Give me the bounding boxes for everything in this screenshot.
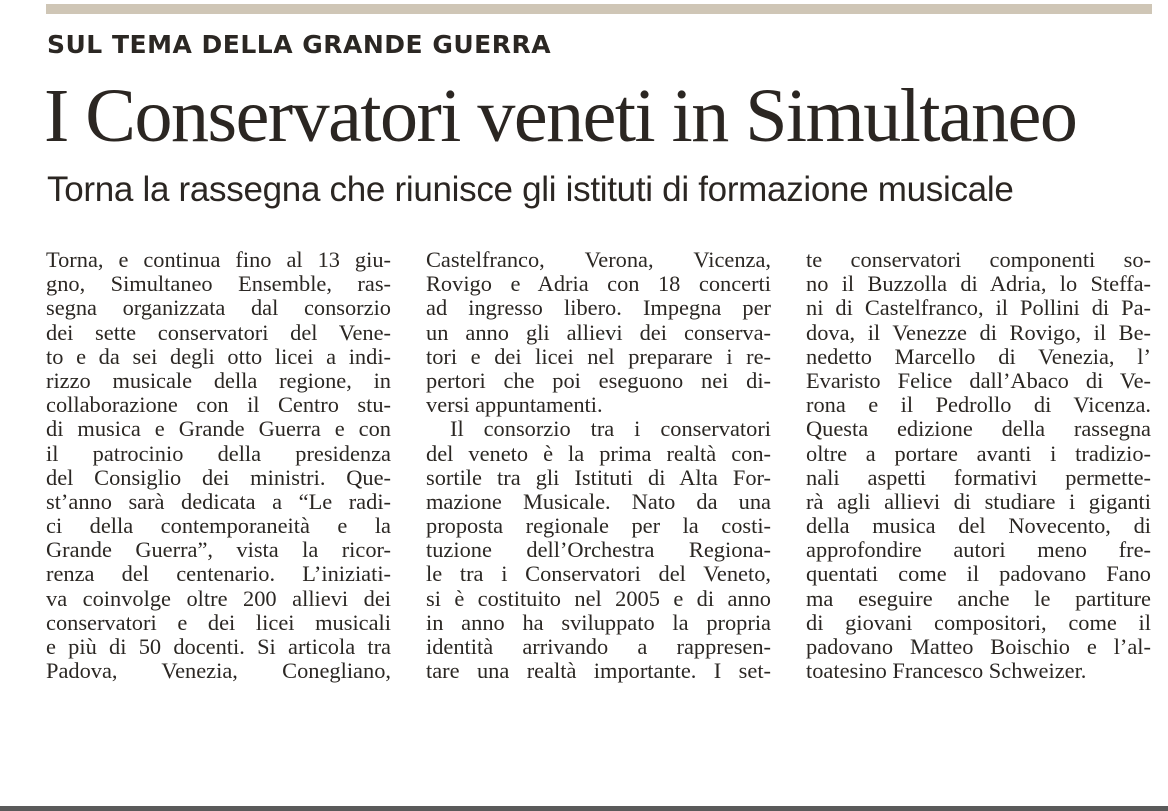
text-line: nali aspetti formativi permette- (806, 464, 1151, 490)
text-line: Evaristo Felice dall’Abaco di Ve- (806, 367, 1151, 393)
text-line: tare una realtà importante. I set- (426, 658, 771, 684)
text-line: del veneto è la prima realtà con- (426, 440, 771, 466)
text-line: segna organizzata dal consorzio (46, 295, 391, 321)
text-line: si è costituito nel 2005 e di anno (426, 585, 771, 611)
text-line: ni di Castelfranco, il Pollini di Pa- (806, 295, 1151, 321)
article-column-2 (426, 248, 771, 683)
text-line: del Consiglio dei ministri. Que- (46, 464, 391, 490)
text-line: Grande Guerra”, vista la ricor- (46, 537, 391, 563)
text-line: tori e dei licei nel preparare i re- (426, 343, 771, 369)
text-line: no il Buzzolla di Adria, lo Steffa- (806, 271, 1151, 297)
text-line: Questa edizione della rassegna (806, 416, 1151, 442)
text-line: Castelfranco, Verona, Vicenza, (426, 247, 771, 272)
text-line: nedetto Marcello di Venezia, l’ (806, 343, 1151, 369)
text-line: identità arrivando a rappresen- (426, 634, 771, 659)
subtitle: Torna la rassegna che riunisce gli istituti di formazione musicale (47, 170, 1014, 209)
text-line: Rovigo e Adria con 18 concerti (426, 271, 771, 297)
text-line: rà agli allievi di studiare i giganti (806, 488, 1151, 514)
article-column-3 (806, 248, 1151, 683)
text-line: un anno gli allievi dei conserva- (426, 319, 771, 345)
text-line: renza del centenario. L’iniziati- (46, 561, 391, 587)
text-line: proposta regionale per la costi- (426, 513, 771, 539)
text-line: pertori che poi eseguono nei di- (426, 367, 771, 393)
text-line: Il consorzio tra i conservatori (450, 416, 771, 442)
text-line: conservatori e dei licei musicali (46, 609, 391, 635)
text-line: ci della contemporaneità e la (46, 513, 391, 539)
text-line: padovano Matteo Boischio e l’al- (806, 634, 1151, 659)
text-line: Torna, e continua fino al 13 giu- (46, 247, 391, 272)
kicker: SUL TEMA DELLA GRANDE GUERRA (47, 30, 552, 59)
text-line: rizzo musicale della regione, in (46, 367, 391, 393)
text-line: tuzione dell’Orchestra Regiona- (426, 537, 771, 563)
text-line: oltre a portare avanti i tradizio- (806, 440, 1151, 466)
text-line: le tra i Conservatori del Veneto, (426, 561, 771, 587)
text-line: della musica del Novecento, di (806, 513, 1151, 539)
text-line: Padova, Venezia, Conegliano, (46, 658, 391, 684)
text-line: va coinvolge oltre 200 allievi dei (46, 585, 391, 611)
text-line: dei sette conservatori del Vene- (46, 319, 391, 345)
text-line: in anno ha sviluppato la propria (426, 609, 771, 635)
text-line: ad ingresso libero. Impegna per (426, 295, 771, 321)
text-line: mazione Musicale. Nato da una (426, 488, 771, 514)
text-line: versi appuntamenti. (426, 392, 603, 418)
text-line: to e da sei degli otto licei a indi- (46, 343, 391, 369)
bottom-rule (0, 806, 1168, 811)
text-line: sortile tra gli Istituti di Alta For- (426, 464, 771, 490)
text-line: quentati come il padovano Fano (806, 561, 1151, 587)
text-line: gno, Simultaneo Ensemble, ras- (46, 271, 391, 297)
text-line: st’anno sarà dedicata a “Le radi- (46, 488, 391, 514)
text-line: dova, il Venezze di Rovigo, il Be- (806, 319, 1151, 345)
article-column-1 (46, 248, 391, 683)
text-line: rona e il Pedrollo di Vicenza. (806, 392, 1151, 418)
text-line: approfondire autori meno fre- (806, 537, 1151, 563)
text-line: toatesino Francesco Schweizer. (806, 658, 1087, 684)
top-rule (46, 4, 1152, 14)
text-line: di musica e Grande Guerra e con (46, 416, 391, 442)
text-line: collaborazione con il Centro stu- (46, 392, 391, 418)
text-line: e più di 50 docenti. Si articola tra (46, 634, 391, 659)
text-line: te conservatori componenti so- (806, 247, 1151, 272)
headline: I Conservatori veneti in Simultaneo (44, 74, 1077, 158)
text-line: ma eseguire anche le partiture (806, 585, 1151, 611)
text-line: di giovani compositori, come il (806, 609, 1151, 635)
text-line: il patrocinio della presidenza (46, 440, 391, 466)
